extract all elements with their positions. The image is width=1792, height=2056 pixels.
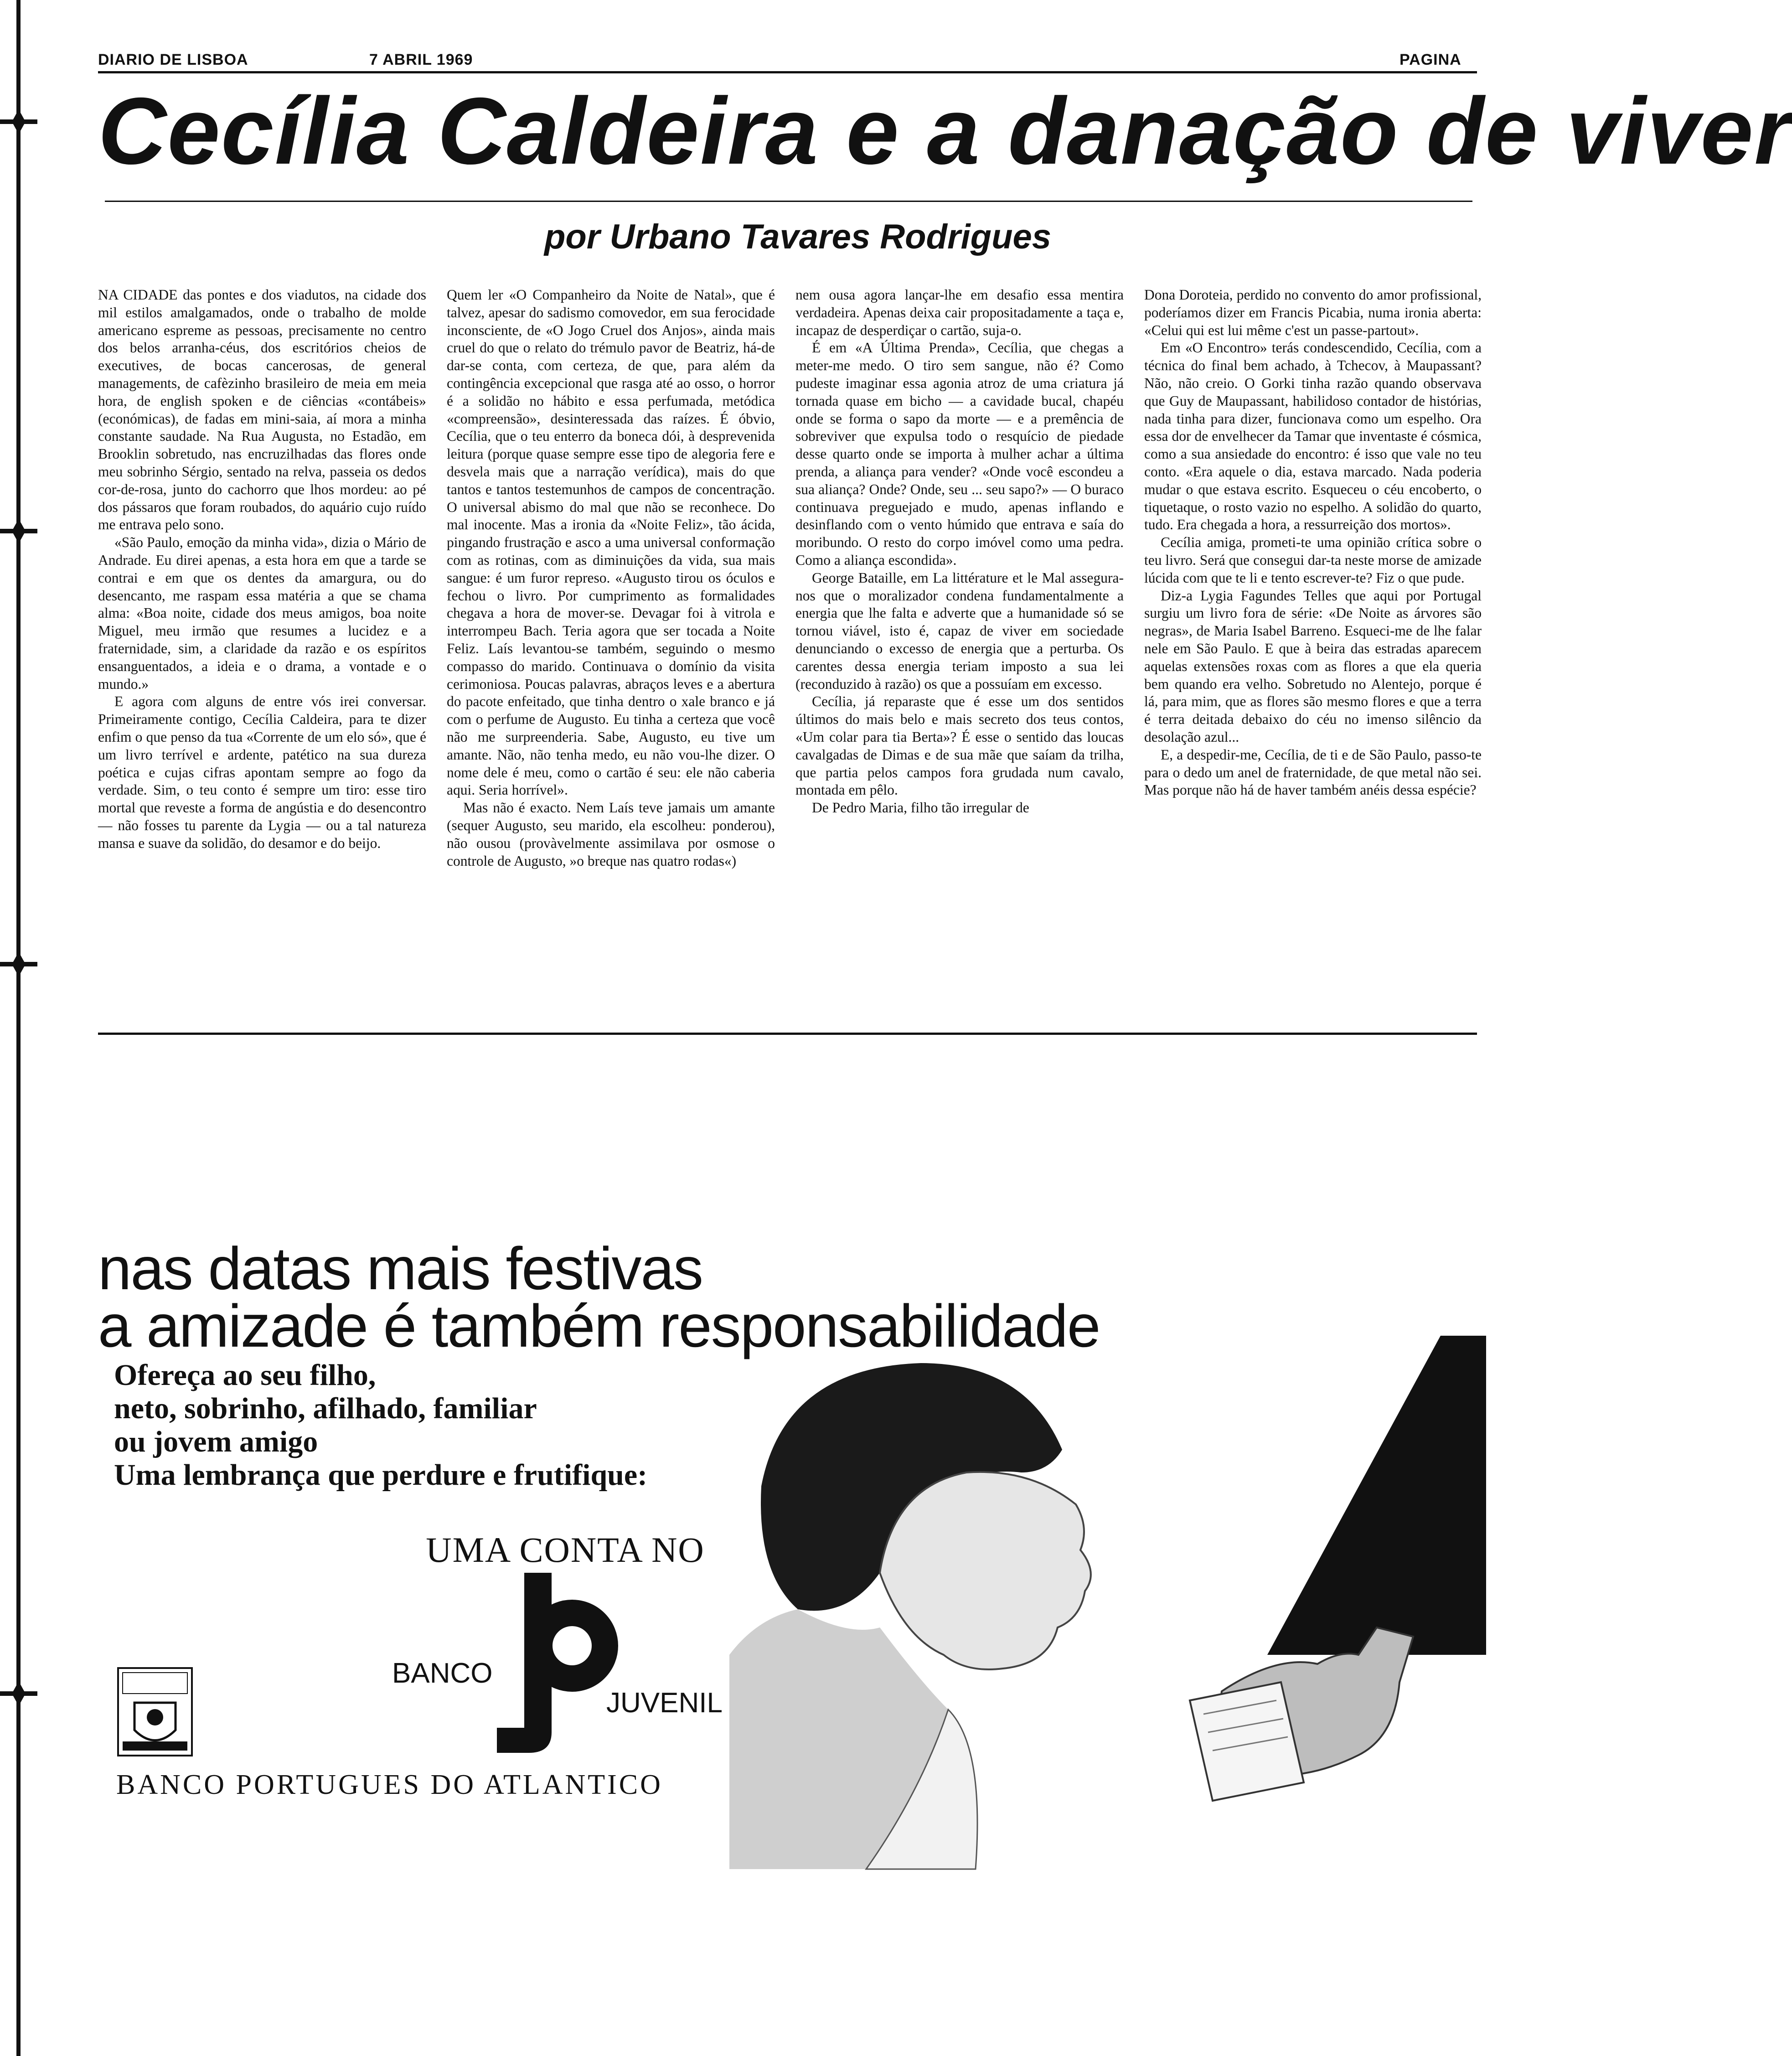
article-column-2 [447,286,775,1023]
paragraph: De Pedro Maria, filho tão irregular de [812,800,1029,816]
ad-subtext-line: Ofereça ao seu filho, [114,1359,376,1392]
article-column-4 [1144,286,1482,1023]
paragraph: «São Paulo, emoção da minha vida», dizia o Mário de Andrade. Eu direi apenas, a esta hora em que a tarde se contrai e em que os dentes da amargura, ou do desencanto, me raspam essa matéria a que se chama alma: «Boa noite, cidade dos meus amigos, boa noite Miguel, meu irmão que resumes a lucidez e a fraternidade, sim, a claridade da razão e os espíritos ensanguentados, a ideia e o drama, a vontade e o mundo.» [98,534,426,692]
masthead-rule [98,71,1477,73]
ad-photo-boy-and-hand [729,1336,1486,1869]
page-label: PAGINA [1400,51,1461,68]
paragraph: George Bataille, em La littérature et le Mal assegura-nos que o moralizador condena fundamentalmente a energia que lhe falta e adverte que a humanidade só se tornou viável, isto é, capaz de viver em sociedade denunciando o excesso de energia que a perturba. Os carentes dessa energia teriam imposto a sua lei (reconduzido à razão) os que a possuíam em excesso. [795,569,1124,692]
ad-subtext-line: ou jovem amigo [114,1425,318,1458]
paragraph: Cecília amiga, prometi-te uma opinião crítica sobre o teu livro. Será que consegui dar-ta neste morse de amizade lúcida com que te li e tento escrever-te? Fiz o que pude. [1144,534,1482,586]
bank-emblem-icon [116,1666,194,1757]
margin-rule [16,0,21,2056]
article-column-1 [98,286,426,1023]
paragraph: É em «A Última Prenda», Cecília, que chegas a meter-me medo. O tiro sem sangue, não é? Como pudeste imaginar essa agonia atroz de uma criatura já tornada quase em bicho — a cavidade bucal, chapéu onde se forma o sapo da morte — e a premência de sobreviver que expulsa todo o resquício de piedade desse quarto onde se importa à mulher achar a última prenda, a aliança para vender? «Onde você escondeu a sua aliança? Onde? Onde, seu ... seu sapo?» — O buraco continuava preguejado e mudo, apenas inflando e desinflando com o vento húmido que entrava e saía do moribundo. O resto do corpo imóvel como uma pedra. Como a aliança escondida». [795,340,1124,568]
brand-banco: BANCO [392,1658,493,1689]
publication-date: 7 ABRIL 1969 [369,51,473,68]
article-column-3 [795,286,1124,1023]
margin-mark [0,962,37,966]
brand-juvenil: JUVENIL [606,1687,723,1719]
margin-mark [0,119,37,124]
margin-mark [0,1691,37,1696]
ad-subtext-line: Uma lembrança que perdure e frutifique: [114,1458,648,1492]
ad-headline-line: nas datas mais festivas [98,1235,702,1302]
article-byline: por Urbano Tavares Rodrigues [544,217,1052,256]
ad-account-line: UMA CONTA NO [426,1530,705,1570]
paragraph: E, a despedir-me, Cecília, de ti e de São Paulo, passo-te para o dedo um anel de fraternidade, de que metal não sei. Mas porque não há de haver também anéis dessa espécie? [1144,746,1482,798]
article-bottom-rule [98,1033,1477,1035]
publication-name: DIARIO DE LISBOA [98,51,248,68]
paragraph: NA CIDADE das pontes e dos viadutos, na cidade dos mil estilos amalgamados, onde o trabalho de molde americano espreme as pessoas, precisamente no centro dos belos arranha-céus, dos escritórios cheios de executives, de bocas cancerosas, de general managements, de cafèzinho brasileiro de meia em meia hora, de english spoken e de ciências «contábeis» (económicas), de fadas em mini-saia, aí mora a minha constante saudade. Na Rua Augusta, no Estadão, em Brooklin sobretudo, nas encruzilhadas das flores onde meu sobrinho Sérgio, sentado na relva, passeia os dedos cor-de-rosa, junto do cachorro que lhos mordeu: ao pé dos pássaros que foram roubados, do aquário cujo ruído me entrava pelo sono. [98,287,426,533]
paragraph: Em «O Encontro» terás condescendido, Cecília, com a técnica do final bem achado, à Tchecov, à Maupassant? Não, não creio. O Gorki tinha razão quando observava que Guy de Maupassant, habilidoso contador de histórias, nada tinha para dizer, funcionava como um espelho. Ora essa dor de envelhecer da Tamar que inventaste é cósmica, como a sua ansiedade do encontro: é isso que vale no teu conto. «Era aquele o dia, estava marcado. Nada poderia mudar o que estava escrito. Esqueceu o céu encoberto, o tiquetaque, o rosto vazio no espelho. A solidão do quarto, tudo. Era chegada a hora, a ressurreição dos mortos». [1144,340,1482,533]
margin-mark [0,529,37,533]
paragraph: E agora com alguns de entre vós irei conversar. Primeiramente contigo, Cecília Caldeira, para te dizer enfim o que penso da tua «Corrente de um elo só», que é um livro terrível e ardente, patético na sua dureza poética e cujas cifras apontam sempre ao fogo da verdade. Sim, o teu conto é sempre um tiro: esse tiro mortal que reveste a forma de angústia e do desencontro — não fosses tu parente da Lygia — ou a tal natureza mansa e suave da solidão, do desamor e do beijo. [98,693,426,851]
paragraph: nem ousa agora lançar-lhe em desafio essa mentira verdadeira. Apenas deixa cair propositadamente a taça e, incapaz de desperdiçar o cartão, suja-o. [795,287,1124,338]
article-headline: Cecília Caldeira e a danação de viver [98,78,1792,184]
bank-name: BANCO PORTUGUES DO ATLANTICO [116,1769,663,1800]
paragraph: Dona Doroteia, perdido no convento do amor profissional, poderíamos dizer em Francis Picabia, numa ironia aberta: «Celui qui est lui même c'est un passe-partout». [1144,287,1482,338]
paragraph: Diz-a Lygia Fagundes Telles que aqui por Portugal surgiu um livro fora de série: «De Noite as árvores são negras», de Maria Isabel Barreno. Esqueci-me de lhe falar nele em São Paulo. E que à beira das estradas aparecem aquelas extensões roxas com as flores a que ela queria bem quando era velho. Sobretudo no Alentejo, porque é lá, para mim, que as flores são mesmo flores e que a terra é terra deitada debaixo do céu no imenso silêncio da desolação azul... [1144,587,1482,745]
paragraph: Quem ler «O Companheiro da Noite de Natal», que é talvez, apesar do sadismo comovedor, em sua ferocidade inconsciente, de «O Jogo Cruel dos Anjos», ainda mais cruel do que o relato do trémulo pavor de Beatriz, há-de dar-se conta, com certeza, de que, para além da contingência excepcional que rasga até ao osso, o horror é a solidão no hábito e essa perfumada, metódica «compreensão», desinteressada das raízes. É óbvio, Cecília, que o teu enterro da boneca dói, à desprevenida leitura (porque quase sempre esse tipo de alegoria fere e desvela mais que a narração verídica), mais do que tantos e tantos testemunhos de campos de concentração. O universal abismo do mal que não se reconhece. Do mal inocente. Mas a ironia da «Noite Feliz», tão ácida, pingando frustração e asco a uma universal conformação com as rotinas, com as diminuições da vida, sua mais sangue: é um furor represo. «Augusto tirou os óculos e fechou o livro. Por cumprimento as formalidades chegava a hora de mover-se. Devagar foi à vitrola e interrompeu Bach. Teria agora que ser tocada a Noite Feliz. Laís levantou-se também, seguindo o mesmo compasso do marido. Continuava o domínio da visita cerimoniosa. Poucas palavras, abraços leves e a abertura do pacote enfeitado, que tinha dentro o xale branco e já com o perfume de Augusto. Eu tinha a certeza que você não me surpreenderia. Sabe, Augusto, eu tive um amante. Não, não tenha medo, eu não vou-lhe dizer. O nome dele é meu, como o cartão é seu: ele não caberia aqui. Seria horrível». [447,287,775,798]
paragraph: Mas não é exacto. Nem Laís teve jamais um amante (sequer Augusto, seu marido, ela escolheu: ponderou), não ousou (provàvelmente assimilava por osmose o controle de Augusto, »o breque nas quatro rodas«) [447,800,775,869]
paragraph: Cecília, já reparaste que é esse um dos sentidos últimos do mais belo e mais secreto dos teus contos, «Um colar para tia Berta»? É esse o sentido das loucas cavalgadas de Dimas e de sua mãe que saíam da trilha, que partia pelos campos fora grudada num cavalo, montada em pêlo. [795,693,1124,798]
headline-rule [105,201,1472,202]
ad-subtext-line: neto, sobrinho, afilhado, familiar [114,1392,537,1425]
ad-subtext [114,1359,798,1492]
ad-headline-line: a amizade é também responsabilidade [98,1292,1100,1359]
